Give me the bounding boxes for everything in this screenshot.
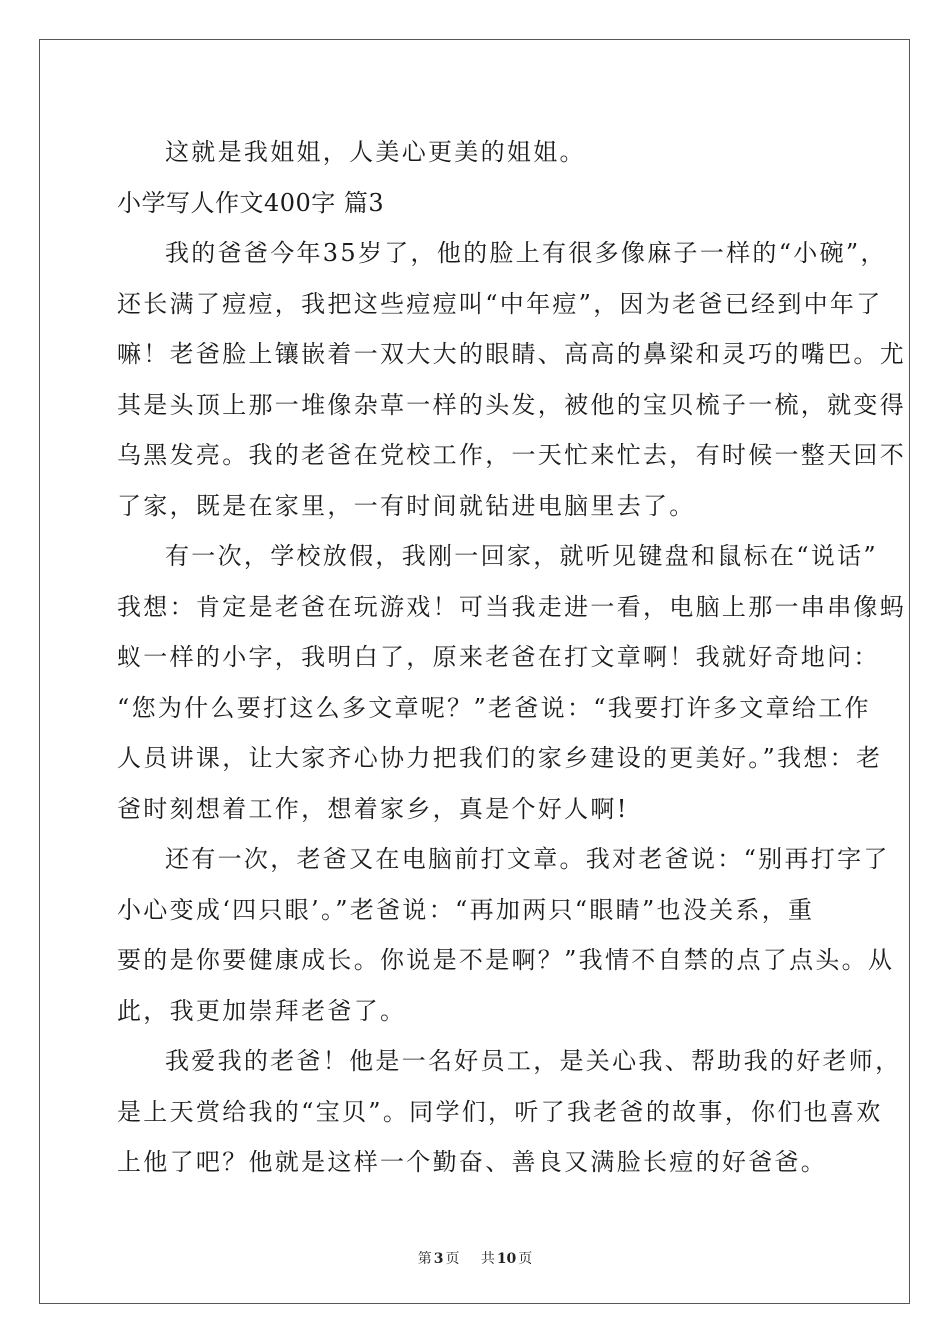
paragraph-line: 是上天赏给我的“宝贝”。同学们，听了我老爸的故事，你们也喜欢 xyxy=(117,1097,883,1126)
paragraph-line: 我想：肯定是老爸在玩游戏！可当我走进一看，电脑上那一串串像蚂 xyxy=(117,592,906,621)
page-indicator xyxy=(416,1251,462,1267)
paragraph-line: 我的爸爸今年35岁了，他的脸上有很多像麻子一样的“小碗”， xyxy=(165,239,887,267)
paragraph-line: 了家，既是在家里，一有时间就钻进电脑里去了。 xyxy=(117,491,696,520)
total-prefix: 共 xyxy=(480,1251,495,1267)
paragraph-line: 我爱我的老爸！他是一名好员工，是关心我、帮助我的好老师， xyxy=(165,1047,902,1075)
document-body xyxy=(117,127,906,1188)
paragraph-line: 其是头顶上那一堆像杂草一样的头发，被他的宝贝梳子一梳，就变得 xyxy=(117,390,906,419)
paragraph-line: 还有一次，老爸又在电脑前打文章。我对老爸说：“别再打字了 xyxy=(165,845,890,873)
paragraph-line: 还长满了痘痘，我把这些痘痘叫“中年痘”，因为老爸已经到中年了 xyxy=(117,289,883,318)
total-indicator xyxy=(479,1251,534,1267)
total-suffix: 页 xyxy=(518,1251,533,1267)
paragraph-line: 要的是你要健康成长。你说是不是啊？”我情不自禁的点了点头。从 xyxy=(117,946,895,974)
page-number: 3 xyxy=(433,1251,444,1267)
total-pages: 10 xyxy=(496,1251,517,1267)
paragraph-line: 嘛！老爸脸上镶嵌着一双大大的眼睛、高高的鼻梁和灵巧的嘴巴。尤 xyxy=(117,340,906,368)
paragraph-line: “您为什么要打这么多文章呢？”老爸说：“我要打许多文章给工作 xyxy=(117,693,871,722)
paragraph-line: 小心变成‘四只眼’。”老爸说：“再加两只“眼睛”也没关系，重 xyxy=(117,895,815,924)
paragraph-line: 上他了吧？他就是这样一个勤奋、善良又满脸长痘的好爸爸。 xyxy=(117,1148,828,1176)
page-suffix: 页 xyxy=(445,1251,460,1267)
paragraph-line: 乌黑发亮。我的老爸在党校工作，一天忙来忙去，有时候一整天回不 xyxy=(117,441,906,469)
paragraph-line: 有一次，学校放假，我刚一回家，就听见键盘和鼠标在“说话” xyxy=(165,542,878,570)
paragraph-line: 爸时刻想着工作，想着家乡，真是个好人啊! xyxy=(117,794,629,823)
page-prefix: 第 xyxy=(417,1251,432,1267)
paragraph-line: 人员讲课，让大家齐心协力把我们的家乡建设的更美好。”我想：老 xyxy=(117,744,883,772)
paragraph-line: 此，我更加崇拜老爸了。 xyxy=(117,996,407,1025)
paragraph-line: 蚁一样的小字，我明白了，原来老爸在打文章啊！我就好奇地问： xyxy=(117,643,880,671)
page-footer xyxy=(0,1248,950,1268)
paragraph-line: 这就是我姐姐，人美心更美的姐姐。 xyxy=(165,138,586,166)
section-heading: 小学写人作文400字 篇3 xyxy=(117,188,385,217)
